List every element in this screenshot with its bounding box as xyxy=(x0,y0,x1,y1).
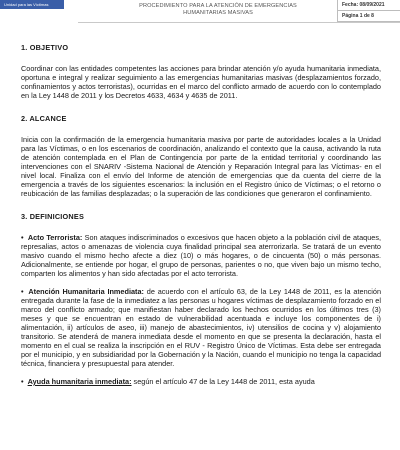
definition-term: Atención Humanitaria Inmediata: xyxy=(28,287,144,296)
header-divider xyxy=(78,22,400,23)
logo-text: Unidad para las Víctimas xyxy=(4,2,49,7)
document-header xyxy=(0,0,400,22)
section-title-definiciones: 3. DEFINICIONES xyxy=(21,212,85,221)
institution-logo xyxy=(0,0,64,9)
definition-item xyxy=(21,287,381,368)
section-title-alcance: 2. ALCANCE xyxy=(21,114,67,123)
bullet-icon: • xyxy=(21,287,24,296)
procedure-title-line-2: HUMANITARIAS MASIVAS xyxy=(183,10,253,16)
section-title-objetivo: 1. OBJETIVO xyxy=(21,43,69,52)
document-body xyxy=(21,35,381,395)
definition-text: según el artículo 47 de la Ley 1448 de 2011, esta ayuda xyxy=(131,377,315,386)
document-meta-box xyxy=(337,0,400,22)
definition-term: Acto Terrorista: xyxy=(27,233,83,242)
definition-text: de acuerdo con el artículo 63, de la Ley 1448 de 2011, es la atención entregada durante la fase de la inmediatez a las personas u hogares víctimas de desplazamiento forzado en el marco del conflicto armado; que manifiestan haber declarado los hechos ocurridos en los últimos tres (3) meses y que se encuentran en estado de vulnerabilidad acentuada e incluye los componentes de i) alimentación, ii) artículos de aseo, iii) manejo de abastecimientos, iv) utensilios de cocina y v) alojamiento transitorio. Se atenderá de manera inmediata desde el momento en que se presenta la declaración, hasta el momento en el cual se realiza la inscripción en el RUV - Registro Único de Víctimas. Esta debe ser entregada por el municipio, y en subsidiaridad por la Gobernación y la Nación, cuando el municipio no tenga la capacidad técnica, financiera y presupuestal para atender. xyxy=(21,287,382,368)
definition-term: Ayuda humanitaria inmediata: xyxy=(27,377,132,386)
procedure-title-line-1: PROCEDIMIENTO PARA LA ATENCIÓN DE EMERGENCIAS xyxy=(139,3,297,9)
definition-item xyxy=(21,377,381,386)
page-number: Página 1 de 8 xyxy=(338,11,400,22)
date-field: Fecha: 08/09/2021 xyxy=(338,0,400,11)
bullet-icon: • xyxy=(21,377,24,386)
procedure-title xyxy=(100,3,336,17)
section-body-alcance: Inicia con la confirmación de la emergencia humanitaria masiva por parte de autoridades locales a la Unidad para las Víctimas, o en los escenarios de coordinación, analizando el contexto que la causa, activando la ruta de atención contemplada en el Plan de Contingencia por parte de la entidad territorial y coordinando las intervenciones con el SNARIV -Sistema Nacional de Atención y Reparación Integral para las Víctimas- en el nivel local. Finaliza con el envío del Informe de atención de emergencias que da cuenta del cierre de la emergencia a través de los siguientes escenarios: la inclusión en el Registro único de Víctimas; o el retorno o reubicación de las familias desplazadas; o la superación de las condiciones que generaron el confinamiento. xyxy=(21,135,381,198)
section-body-objetivo: Coordinar con las entidades competentes las acciones para brindar atención y/o ayuda humanitaria inmediata, oportuna e integral y realizar seguimiento a las emergencias humanitarias masivas (desplazamientos forzado, confinamientos y actos terroristas), ocurridas en el marco del conflicto armado de acuerdo con lo contemplado en la Ley 1448 de 2011 y los Decretos 4633, 4634 y 4635 de 2011. xyxy=(21,64,381,100)
definition-text: Son ataques indiscriminados o excesivos que hacen objeto a la población civil de ataques, represalias, actos o amenazas de violencia cuya finalidad principal sea aterrorizarla. Se tratará de un evento masivo cuando el mismo hecho afecte a diez (10) o más hogares, o de cincuenta (50) o más personas. Adicionalmente, se entiende por hogar, el grupo de personas, parientes o no, que viven bajo un mismo techo, comparten los alimentos y han sido afectadas por el acto terrorista. xyxy=(21,233,381,278)
definition-item xyxy=(21,233,381,278)
bullet-icon: • xyxy=(21,233,24,242)
